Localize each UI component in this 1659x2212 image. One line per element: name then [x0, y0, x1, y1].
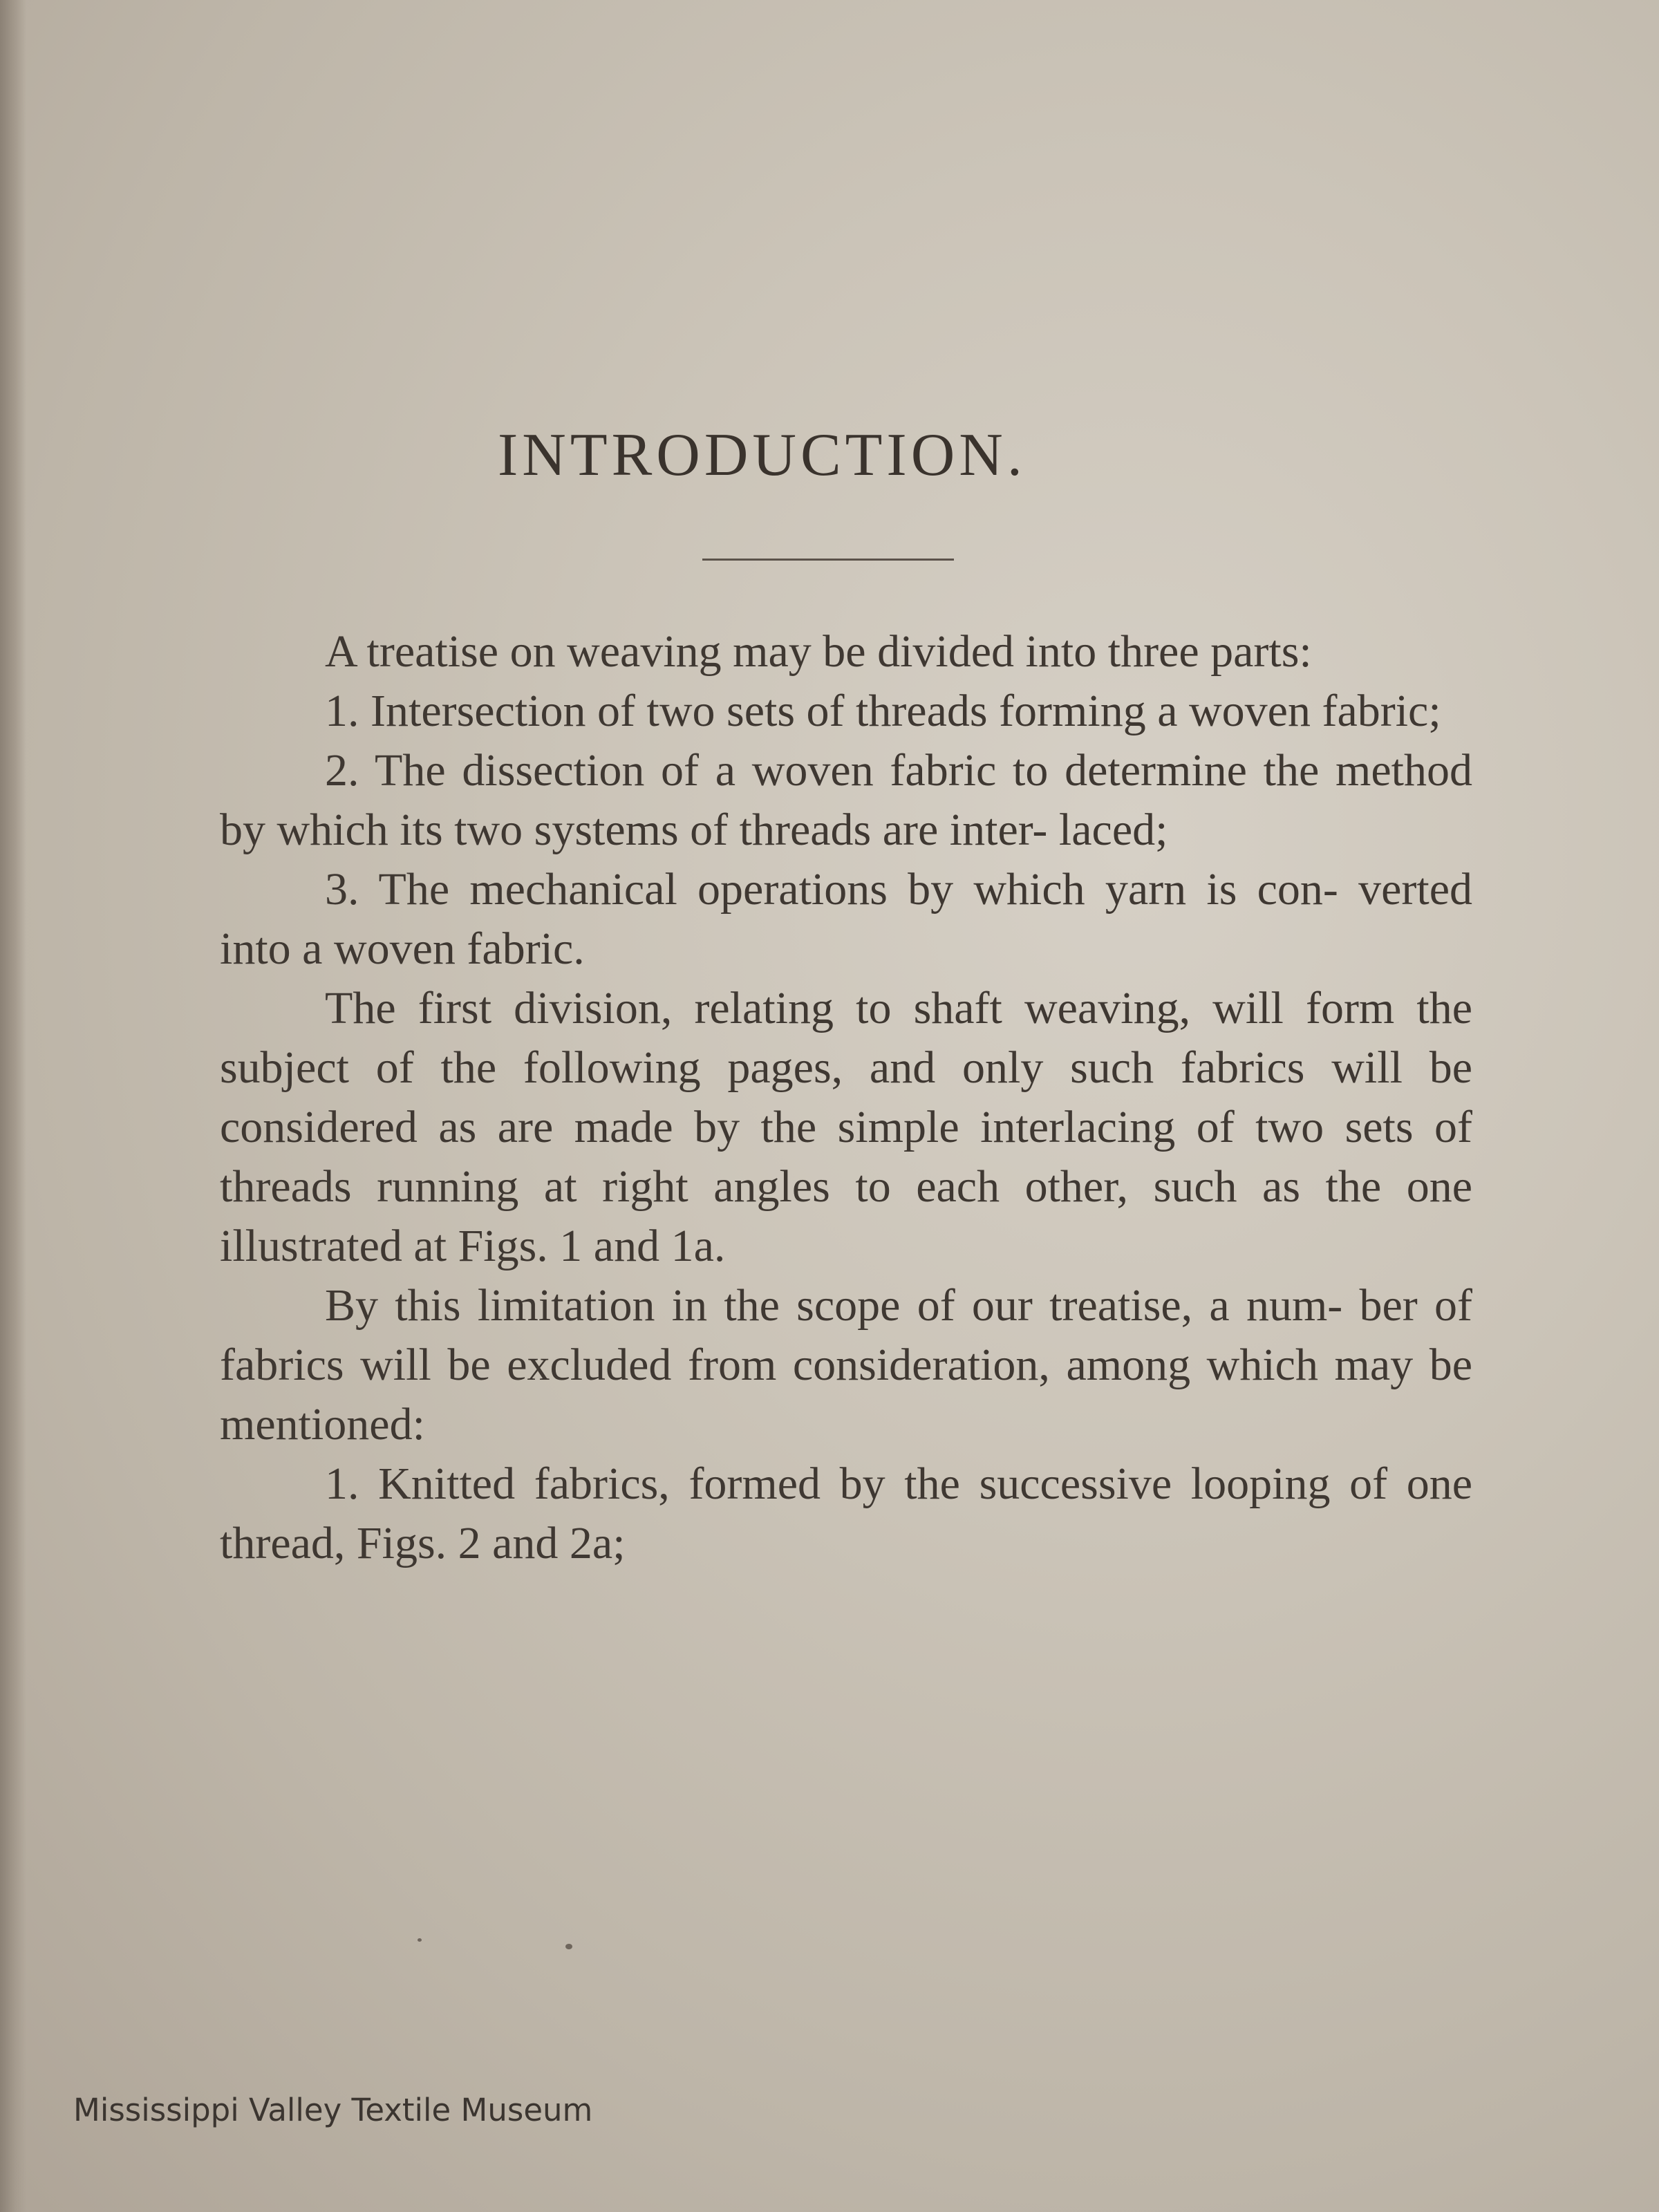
paper-speck: [418, 1938, 422, 1942]
museum-watermark-caption: Mississippi Valley Textile Museum: [73, 2092, 593, 2128]
page-gutter-shadow: [0, 0, 26, 2212]
paragraph-knitted-fabrics: 1. Knitted fabrics, formed by the successive looping of one thread, Figs. 2 and 2a;: [220, 1459, 1472, 1568]
body-text: [220, 622, 1472, 1573]
title-divider: [702, 559, 954, 561]
page-title: INTRODUCTION.: [498, 422, 1027, 489]
paragraph-item-1: 1. Intersection of two sets of threads forming a woven fabric;: [325, 686, 1441, 736]
paragraph-item-2: 2. The dissection of a woven fabric to determine the method by which its two systems of threads are inter- laced;: [220, 745, 1472, 855]
paragraph-item-3: 3. The mechanical operations by which yarn is con- verted into a woven fabric.: [220, 864, 1472, 974]
paper-speck: [565, 1944, 572, 1949]
paragraph-first-division: The first division, relating to shaft weaving, will form the subject of the following pages, and only such fabrics will be considered as are made by the simple interlacing of two sets of threads running at right angles to each other, such as the one illustrated at Figs. 1 and 1a.: [220, 983, 1472, 1271]
paragraph-limitation: By this limitation in the scope of our treatise, a num- ber of fabrics will be excluded from consideration, among which may be mentioned:: [220, 1280, 1472, 1450]
paragraph-intro: A treatise on weaving may be divided into three parts:: [325, 626, 1312, 677]
